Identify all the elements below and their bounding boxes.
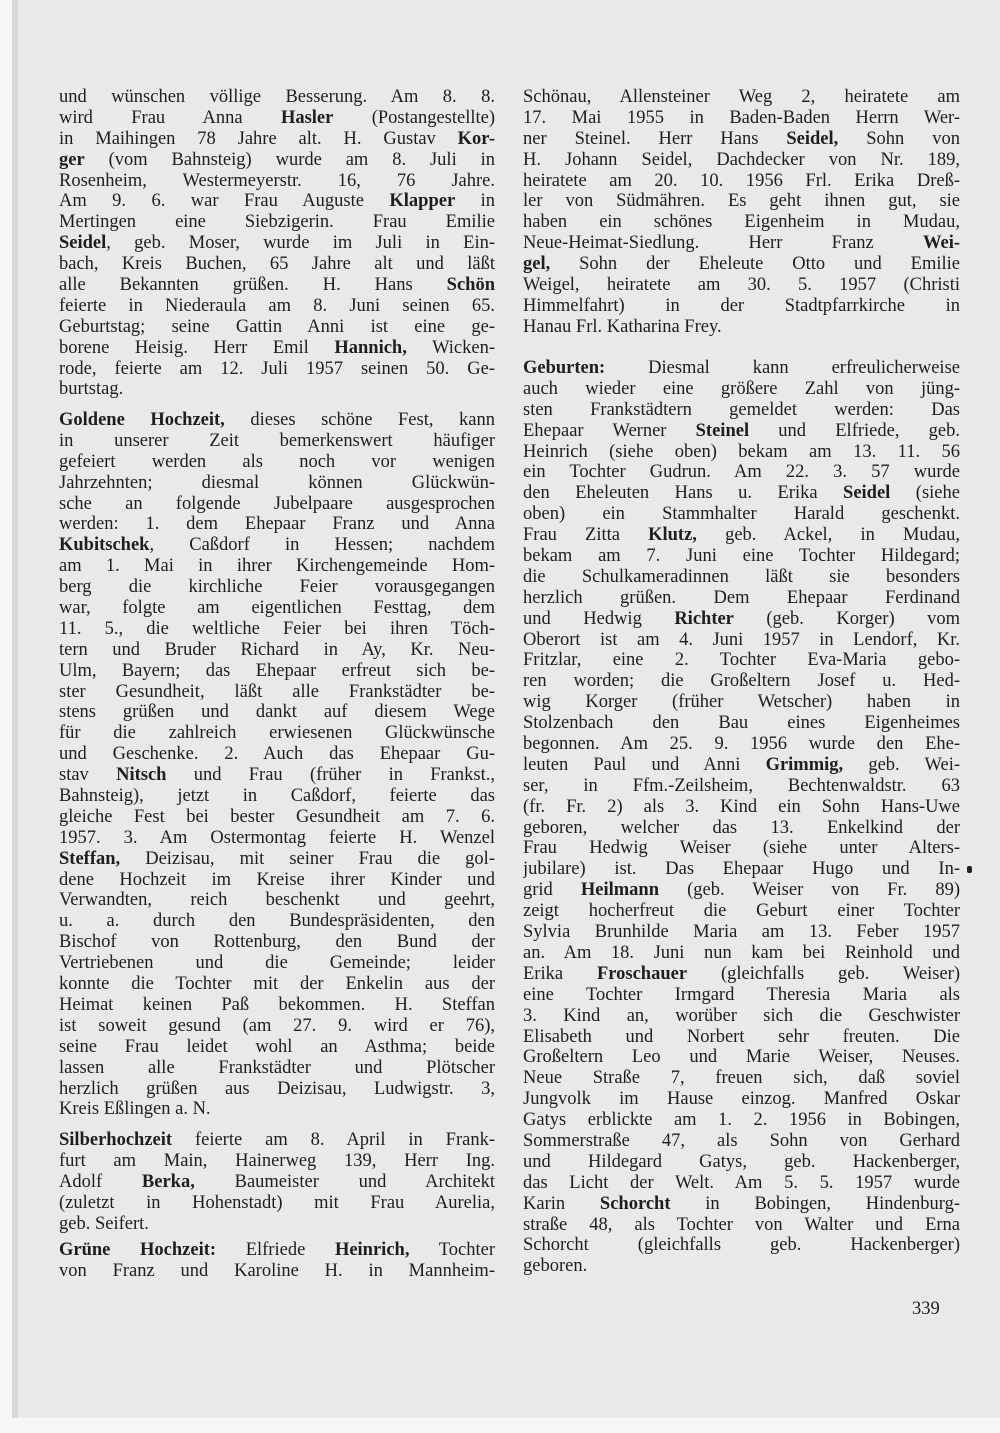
bold-name: Schön — [446, 275, 495, 296]
text-line — [59, 849, 495, 870]
text-line — [59, 1016, 495, 1037]
text-line — [59, 661, 495, 682]
text-run: Sommerstraße 47, als Sohn von Gerhard — [523, 1130, 960, 1151]
bold-name: Wei- — [923, 233, 960, 254]
text-line — [59, 233, 495, 254]
text-run: begonnen. Am 25. 9. 1956 wurde den Ehe- — [523, 734, 960, 755]
text-run: Frau Hedwig Weiser (siehe unter Alters- — [523, 838, 960, 859]
text-run: herzlich grüßen aus Deizisau, Ludwigstr. 3, — [59, 1078, 495, 1099]
text-run: Großeltern Leo und Marie Weiser, Neuses. — [523, 1047, 960, 1068]
paragraph — [59, 410, 495, 1120]
text-run: feierte am 8. April in Frank- — [172, 1130, 495, 1150]
text-run: (zuletzt in Hohenstadt) mit Frau Aurelia, — [59, 1192, 495, 1213]
text-run: Deizisau, mit seiner Frau die gol- — [120, 848, 495, 869]
text-line — [59, 870, 495, 891]
text-line — [523, 713, 960, 734]
text-run: Oberort ist am 4. Juni 1957 in Lendorf, Kr. — [523, 629, 960, 650]
text-run: 11. 5., die weltliche Feier bei ihren Töch- — [59, 618, 495, 639]
text-run: Stolzenbach den Bau eines Eigenheimes — [523, 713, 960, 734]
text-line — [59, 514, 495, 535]
text-line — [523, 1131, 960, 1152]
text-line — [523, 1027, 960, 1048]
text-run: auch wieder eine größere Zahl von jüng- — [523, 378, 960, 399]
text-line — [59, 786, 495, 807]
text-line — [523, 129, 960, 150]
text-line — [523, 880, 960, 901]
text-run: und Hildegard Gatys, geb. Hackenberger, — [523, 1151, 960, 1172]
text-run: Sohn von — [838, 128, 960, 149]
text-line — [59, 1058, 495, 1079]
text-run: ein Tochter Gudrun. Am 22. 3. 57 wurde — [523, 462, 960, 483]
text-run: den Eheleuten Hans u. Erika — [523, 483, 844, 504]
text-line — [59, 1214, 495, 1235]
text-run: stav — [59, 765, 117, 786]
text-run: sten Frankstädtern gemeldet werden: Das — [523, 399, 960, 420]
text-line — [523, 838, 960, 859]
text-line — [59, 494, 495, 515]
text-line — [59, 1079, 495, 1100]
text-line — [59, 87, 495, 108]
text-run: für die zahlreich erwiesenen Glückwünsche — [59, 723, 495, 744]
text-run: Frau Zitta — [523, 525, 649, 546]
text-run: in Maihingen 78 Jahre alt. H. Gustav — [59, 128, 458, 149]
text-line — [523, 150, 960, 171]
text-line — [523, 233, 960, 254]
text-line — [523, 1047, 960, 1068]
text-line — [59, 1193, 495, 1214]
bold-name: Kor- — [457, 128, 495, 149]
text-line — [523, 442, 960, 463]
text-line — [59, 723, 495, 744]
text-run: grid — [523, 880, 581, 901]
text-run: Elfriede — [216, 1240, 335, 1260]
text-run: Schönau, Allensteiner Weg 2, heiratete am — [523, 87, 960, 107]
text-run: an. Am 18. Juni nun kam bei Reinhold und — [523, 942, 960, 963]
text-run: Jungvolk im Hause einzog. Manfred Oskar — [523, 1089, 960, 1110]
text-run: Bischof von Rottenburg, den Bund der — [59, 932, 495, 953]
text-line — [59, 1240, 495, 1261]
text-line — [523, 1173, 960, 1194]
text-run: (geb. Weiser von Fr. 89) — [659, 880, 960, 901]
text-run: von Franz und Karoline H. in Mannheim- — [59, 1260, 495, 1281]
text-run: geb. Seifert. — [59, 1213, 149, 1234]
bold-name: Seidel, — [786, 128, 839, 149]
text-line — [523, 191, 960, 212]
text-line — [523, 943, 960, 964]
text-line — [59, 995, 495, 1016]
text-line — [59, 129, 495, 150]
text-line — [59, 828, 495, 849]
text-run: sche an folgende Jubelpaare ausgesprochen — [59, 493, 495, 514]
text-run: furt am Main, Hainerweg 139, Herr Ing. — [59, 1150, 495, 1171]
text-run: Sylvia Brunhilde Maria am 13. Feber 1957 — [523, 922, 960, 943]
bold-name: Berka, — [141, 1171, 195, 1192]
text-line — [59, 212, 495, 233]
text-run: dieses schöne Fest, kann — [224, 410, 495, 430]
text-run: Bahnsteig), jetzt in Caßdorf, feierte das — [59, 786, 495, 807]
text-line — [523, 1256, 960, 1277]
text-run: oben) ein Stammhalter Harald geschenkt. — [523, 504, 960, 525]
text-line — [523, 1215, 960, 1236]
text-line — [523, 1006, 960, 1027]
text-run: ster Gesundheit, läßt alle Frankstädter be- — [59, 681, 495, 702]
text-run: Geburtstag; seine Gattin Anni ist eine ge- — [59, 316, 495, 337]
text-run: stens grüßen und dankt auf diesem Wege — [59, 702, 495, 723]
bold-name: Schorcht — [599, 1193, 671, 1214]
text-run: 3. Kind an, worüber sich die Geschwister — [523, 1005, 960, 1026]
text-run: (vom Bahnsteig) wurde am 8. Juli in — [84, 149, 495, 170]
text-line — [59, 974, 495, 995]
text-run: und Geschenke. 2. Auch das Ehepaar Gu- — [59, 744, 495, 765]
bold-name: Froschauer — [596, 963, 688, 984]
text-run: seine Frau leidet wohl an Asthma; beide — [59, 1036, 495, 1057]
text-run: zeigt hocherfreut die Geburt einer Tochter — [523, 901, 960, 922]
text-run: und Hedwig — [523, 608, 675, 629]
text-line — [59, 1151, 495, 1172]
text-run: Verwandten, reich beschenkt und geehrt, — [59, 890, 495, 911]
paragraph — [523, 87, 960, 338]
text-line — [523, 985, 960, 1006]
paragraph — [523, 358, 960, 1277]
text-line — [59, 911, 495, 932]
text-line — [59, 317, 495, 338]
text-line — [523, 1152, 960, 1173]
text-line — [523, 609, 960, 630]
text-line — [59, 744, 495, 765]
text-line — [523, 296, 960, 317]
text-line — [523, 525, 960, 546]
text-line — [59, 1261, 495, 1282]
text-line — [59, 682, 495, 703]
text-line — [523, 171, 960, 192]
text-line — [523, 212, 960, 233]
text-run: jubilare) ist. Das Ehepaar Hugo und In- — [523, 859, 960, 880]
text-line — [59, 1130, 495, 1151]
text-line — [59, 191, 495, 212]
text-line — [59, 577, 495, 598]
text-run: Kreis Eßlingen a. N. — [59, 1099, 211, 1120]
text-line — [523, 671, 960, 692]
text-line — [523, 567, 960, 588]
bold-name: Heilmann — [580, 880, 660, 901]
text-run: Neue-Heimat-Siedlung. Herr Franz — [523, 233, 923, 254]
text-line — [59, 410, 495, 431]
text-run: bekam am 7. Juni eine Tochter Hildegard; — [523, 546, 960, 567]
bold-name: ger — [59, 149, 85, 170]
text-run: Ehepaar Werner — [523, 420, 696, 441]
bold-name: Grüne Hochzeit: — [59, 1240, 217, 1260]
text-line — [523, 1068, 960, 1089]
text-line — [523, 797, 960, 818]
text-line — [523, 650, 960, 671]
text-run: herzlich grüßen. Dem Ehepaar Ferdinand — [523, 587, 960, 608]
text-run: Heimat keinen Paß bekommen. H. Steffan — [59, 994, 495, 1015]
text-run: borene Heisig. Herr Emil — [59, 337, 335, 358]
text-run: , Caßdorf in Hessen; nachdem — [149, 535, 495, 556]
bold-name: Hasler — [280, 107, 334, 128]
text-line — [59, 1099, 495, 1120]
text-run: haben ein schönes Eigenheim in Mudau, — [523, 212, 960, 233]
text-line — [59, 431, 495, 452]
text-line — [59, 765, 495, 786]
paragraph — [59, 1240, 495, 1282]
text-line — [59, 807, 495, 828]
text-run: die Schulkameradinnen läßt sie besonders — [523, 566, 960, 587]
text-run: Neue Straße 7, freuen sich, daß soviel — [523, 1068, 960, 1089]
text-line — [59, 702, 495, 723]
text-line — [523, 379, 960, 400]
text-run: geb. Ackel, in Mudau, — [696, 525, 960, 546]
text-line — [59, 890, 495, 911]
text-line — [59, 556, 495, 577]
text-run: Elisabeth und Norbert sehr freuten. Die — [523, 1026, 960, 1047]
bold-name: Richter — [674, 608, 734, 629]
bold-name: Steinel — [695, 420, 750, 441]
text-line — [523, 755, 960, 776]
text-run: Vertriebenen und die Gemeinde; leider — [59, 953, 495, 974]
text-line — [523, 964, 960, 985]
text-run: Sohn der Eheleute Otto und Emilie — [550, 254, 960, 275]
text-run: (geb. Korger) vom — [733, 608, 960, 629]
text-run: (Postangestellte) — [333, 107, 495, 128]
text-line — [59, 1037, 495, 1058]
text-run: Adolf — [59, 1171, 142, 1192]
text-line — [523, 275, 960, 296]
text-line — [59, 535, 495, 556]
text-line — [59, 953, 495, 974]
text-run: in Bobingen, Hindenburg- — [670, 1193, 960, 1214]
bold-name: Silberhochzeit — [59, 1130, 173, 1150]
text-line — [59, 150, 495, 171]
text-run: 1957. 3. Am Ostermontag feierte H. Wenzel — [59, 827, 495, 848]
text-run: geboren. — [523, 1256, 588, 1277]
text-line — [59, 473, 495, 494]
text-line — [59, 619, 495, 640]
text-run: Wicken- — [406, 337, 495, 358]
text-line — [59, 254, 495, 275]
text-run: wird Frau Anna — [59, 107, 281, 128]
text-run: Baumeister und Architekt — [194, 1171, 495, 1192]
text-line — [523, 859, 960, 880]
text-run: und wünschen völlige Besserung. Am 8. 8. — [59, 87, 495, 107]
text-run: eine Tochter Irmgard Theresia Maria als — [523, 984, 960, 1005]
text-line — [59, 296, 495, 317]
text-line — [59, 338, 495, 359]
text-run: (gleichfalls geb. Weiser) — [687, 963, 960, 984]
text-line — [59, 452, 495, 473]
text-run: war, folgte am eigentlichen Festtag, dem — [59, 598, 495, 619]
text-line — [523, 358, 960, 379]
text-run: Himmelfahrt) in der Stadtpfarrkirche in — [523, 295, 960, 316]
text-line — [523, 254, 960, 275]
text-line — [59, 1172, 495, 1193]
text-line — [523, 1089, 960, 1110]
bold-name: Hannich, — [334, 337, 407, 358]
text-run: Tochter — [409, 1240, 495, 1260]
text-line — [523, 483, 960, 504]
text-run: konnte die Tochter mit der Enkelin aus der — [59, 974, 495, 995]
text-line — [523, 546, 960, 567]
text-line — [523, 588, 960, 609]
text-run: tern und Bruder Richard in Ay, Kr. Neu- — [59, 639, 495, 660]
text-line — [523, 776, 960, 797]
text-run: Weigel, heiratete am 30. 5. 1957 (Christi — [523, 275, 960, 296]
text-run: Rosenheim, Westermeyerstr. 16, 76 Jahre. — [59, 170, 495, 191]
text-line — [523, 400, 960, 421]
text-run: dene Hochzeit im Kreise ihrer Kinder und — [59, 869, 495, 890]
bold-name: Steffan, — [59, 848, 121, 869]
text-line — [59, 598, 495, 619]
text-line — [523, 504, 960, 525]
text-run: Am 9. 6. war Frau Auguste — [59, 191, 390, 212]
text-run: leuten Paul und Anni — [523, 754, 766, 775]
text-run: geboren, welcher das 13. Enkelkind der — [523, 817, 960, 838]
bold-name: Klutz, — [648, 525, 697, 546]
text-run: Heinrich (siehe oben) bekam am 13. 11. 56 — [523, 441, 960, 462]
bold-name: Nitsch — [116, 765, 167, 786]
bold-name: Klapper — [389, 191, 456, 212]
text-run: Mertingen eine Siebzigerin. Frau Emilie — [59, 212, 495, 233]
text-run: H. Johann Seidel, Dachdecker von Nr. 189, — [523, 149, 960, 170]
text-run: Karin — [523, 1193, 600, 1214]
bold-name: Grimmig, — [765, 754, 844, 775]
text-run: werden: 1. dem Ehepaar Franz und Anna — [59, 514, 495, 535]
bold-name: Heinrich, — [334, 1240, 410, 1260]
text-run: Gatys erblickte am 1. 2. 1956 in Bobingen, — [523, 1110, 960, 1131]
text-line — [523, 87, 960, 108]
text-run: gleiche Fest bei bester Gesundheit am 7. 6. — [59, 806, 495, 827]
bold-name: gel, — [523, 254, 551, 275]
text-run: 17. Mai 1955 in Baden-Baden Herrn Wer- — [523, 107, 960, 128]
text-line — [59, 379, 495, 400]
text-run: Jahrzehnten; diesmal können Glückwün- — [59, 472, 495, 493]
text-line — [523, 462, 960, 483]
text-run: berg die kirchliche Feier vorausgegangen — [59, 577, 495, 598]
text-run: heiratete am 20. 10. 1956 Frl. Erika Dreß- — [523, 170, 960, 191]
text-line — [523, 692, 960, 713]
bold-name: Seidel — [843, 483, 891, 504]
text-line — [523, 108, 960, 129]
text-line — [523, 421, 960, 442]
text-line — [523, 1110, 960, 1131]
text-line — [59, 640, 495, 661]
text-line — [523, 1194, 960, 1215]
text-run: geb. Wei- — [843, 754, 960, 775]
paragraph — [59, 1130, 495, 1234]
text-run: Hanau Frl. Katharina Frey. — [523, 316, 722, 337]
text-run: alle Bekannten grüßen. H. Hans — [59, 275, 447, 296]
text-line — [59, 171, 495, 192]
paragraph — [59, 87, 495, 400]
text-line — [523, 1235, 960, 1256]
text-run: und Frau (früher in Frankst., — [166, 765, 495, 786]
text-run: wig Korger (früher Wetscher) haben in — [523, 692, 960, 713]
text-line — [59, 108, 495, 129]
text-run: Erika — [523, 963, 597, 984]
text-run: feierte in Niederaula am 8. Juni seinen 65. — [59, 295, 495, 316]
text-run: gefeiert werden als noch vor wenigen — [59, 451, 495, 472]
text-run: u. a. durch den Bundespräsidenten, den — [59, 911, 495, 932]
text-run: ler von Südmähren. Es geht ihnen gut, sie — [523, 191, 960, 212]
text-run: das Licht der Welt. Am 5. 5. 1957 wurde — [523, 1172, 960, 1193]
text-run: Fritzlar, eine 2. Tochter Eva-Maria gebo- — [523, 650, 960, 671]
text-line — [523, 734, 960, 755]
text-line — [59, 275, 495, 296]
text-line — [59, 932, 495, 953]
text-run: in — [455, 191, 495, 212]
text-run: ist soweit gesund (am 27. 9. wird er 76), — [59, 1015, 495, 1036]
text-run: und Elfriede, geb. — [749, 420, 960, 441]
text-run: (fr. Fr. 2) als 3. Kind ein Sohn Hans-Uwe — [523, 796, 960, 817]
text-line — [523, 901, 960, 922]
text-run: ren worden; die Großeltern Josef u. Hed- — [523, 671, 960, 692]
text-run: Diesmal kann erfreulicherweise — [605, 358, 960, 378]
text-run: straße 48, als Tochter von Walter und Erna — [523, 1214, 960, 1235]
margin-mark — [967, 866, 972, 873]
document-page — [12, 0, 1000, 1418]
text-run: ser, in Ffm.-Zeilsheim, Bechtenwaldstr. 63 — [523, 775, 960, 796]
text-run: burtstag. — [59, 379, 124, 400]
text-line — [523, 922, 960, 943]
bold-name: Geburten: — [523, 358, 606, 378]
text-run: Ulm, Bayern; das Ehepaar erfreut sich be- — [59, 660, 495, 681]
bold-name: Goldene Hochzeit, — [59, 410, 225, 430]
text-run: lassen alle Frankstädter und Plötscher — [59, 1057, 495, 1078]
bold-name: Kubitschek — [59, 535, 150, 556]
text-run: bach, Kreis Buchen, 65 Jahre alt und läßt — [59, 254, 495, 275]
text-run: am 1. Mai in ihrer Kirchengemeinde Hom- — [59, 556, 495, 577]
bold-name: Seidel — [59, 233, 107, 254]
text-run: Schorcht (gleichfalls geb. Hackenberger) — [523, 1235, 960, 1256]
text-run: ner Steinel. Herr Hans — [523, 128, 787, 149]
text-line — [523, 317, 960, 338]
text-line — [523, 630, 960, 651]
text-line — [59, 359, 495, 380]
text-line — [523, 818, 960, 839]
page-number: 339 — [912, 1299, 940, 1319]
text-run: , geb. Moser, wurde im Juli in Ein- — [106, 233, 495, 254]
text-run: rode, feierte am 12. Juli 1957 seinen 50. Ge- — [59, 358, 495, 379]
text-run: (siehe — [890, 483, 960, 504]
text-run: in unserer Zeit bemerkenswert häufiger — [59, 430, 495, 451]
